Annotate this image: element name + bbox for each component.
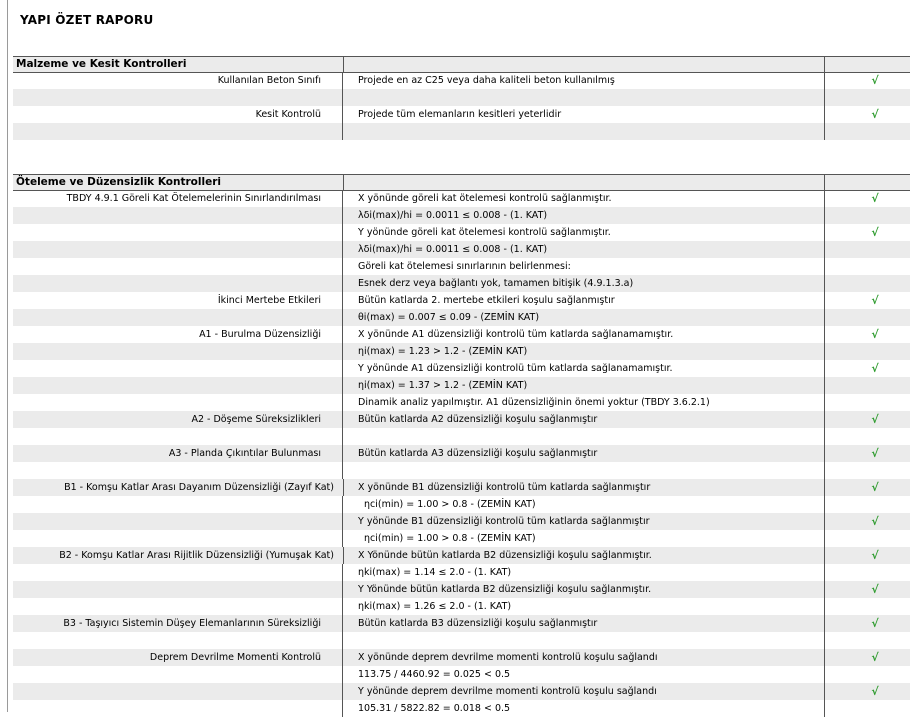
check-label-cell [13, 700, 343, 717]
result-text: ηki(max) = 1.26 ≤ 2.0 - (1. KAT) [358, 601, 512, 612]
result-text-cell [344, 479, 825, 496]
status-cell [825, 411, 910, 428]
status-cell [825, 496, 910, 513]
result-text: λδi(max)/hi = 0.0011 ≤ 0.008 - (1. KAT) [358, 244, 548, 255]
check-label-cell [13, 72, 343, 89]
check-label-cell [13, 224, 343, 241]
check-label: A1 - Burulma Düzensizliği [199, 329, 321, 340]
check-mark-icon: √ [871, 651, 879, 664]
result-text: ηci(min) = 1.00 > 0.8 - (ZEMİN KAT) [364, 533, 536, 544]
check-label: B1 - Komşu Katlar Arası Dayanım Düzensizliği (Zayıf Kat) [64, 482, 334, 493]
result-text: Projede en az C25 veya daha kaliteli beton kullanılmış [358, 75, 615, 86]
table-row [13, 530, 910, 547]
check-label-cell [13, 445, 343, 462]
result-text-cell [344, 496, 825, 513]
section-header-cell [13, 175, 344, 190]
table-row [13, 411, 910, 428]
check-label-cell [13, 89, 343, 106]
table-row [13, 326, 910, 343]
status-cell [825, 445, 910, 462]
check-label-cell [13, 649, 343, 666]
check-mark-icon: √ [871, 328, 879, 341]
section-header-empty-cell [344, 57, 825, 72]
status-cell [825, 394, 910, 411]
check-label-cell [13, 530, 343, 547]
status-cell [825, 530, 910, 547]
check-label-cell [13, 581, 343, 598]
result-text-cell [344, 394, 825, 411]
result-text: Y Yönünde bütün katlarda B2 düzensizliği koşulu sağlanmıştır. [358, 584, 652, 595]
result-text-cell [344, 700, 825, 717]
result-text: ηci(min) = 1.00 > 0.8 - (ZEMİN KAT) [364, 499, 536, 510]
table-row [13, 666, 910, 683]
table-row [13, 547, 910, 564]
check-label-cell [13, 360, 343, 377]
status-cell [825, 462, 910, 479]
check-label-cell [13, 309, 343, 326]
result-text: Y yönünde B1 düzensizliği kontrolü tüm katlarda sağlanmıştır [358, 516, 650, 527]
result-text-cell [344, 309, 825, 326]
status-cell [825, 309, 910, 326]
table-row [13, 275, 910, 292]
status-cell [825, 343, 910, 360]
result-text: Y yönünde A1 düzensizliği kontrolü tüm katlarda sağlanamamıştır. [358, 363, 673, 374]
report-title: YAPI ÖZET RAPORU [20, 13, 154, 27]
check-label-cell [13, 275, 343, 292]
check-label-cell [13, 496, 343, 513]
result-text: X yönünde B1 düzensizliği kontrolü tüm katlarda sağlanmıştır [358, 482, 651, 493]
status-cell [825, 547, 910, 564]
result-text: Bütün katlarda A3 düzensizliği koşulu sağlanmıştır [358, 448, 598, 459]
section-header-empty-cell [344, 175, 825, 190]
check-label-cell [13, 632, 343, 649]
check-label-cell [13, 479, 344, 496]
result-text: X yönünde A1 düzensizliği kontrolü tüm katlarda sağlanamamıştır. [358, 329, 674, 340]
check-label-cell [13, 106, 343, 123]
table-row [13, 649, 910, 666]
table-row [13, 292, 910, 309]
check-label-cell [13, 377, 343, 394]
result-text-cell [344, 343, 825, 360]
check-mark-icon: √ [871, 413, 879, 426]
table-row [13, 309, 910, 326]
section-header-check-cell [825, 57, 910, 72]
result-text-cell [344, 241, 825, 258]
check-label-cell [13, 564, 343, 581]
status-cell [825, 428, 910, 445]
status-cell [825, 123, 910, 140]
check-label-cell [13, 292, 343, 309]
table-row [13, 394, 910, 411]
check-mark-icon: √ [871, 685, 879, 698]
check-label-cell [13, 207, 343, 224]
check-label-cell [13, 123, 343, 140]
check-mark-icon: √ [871, 74, 879, 87]
table-row [13, 700, 910, 717]
result-text-cell [344, 632, 825, 649]
result-text-cell [344, 292, 825, 309]
status-cell [825, 72, 910, 89]
status-cell [825, 241, 910, 258]
result-text: θi(max) = 0.007 ≤ 0.09 - (ZEMİN KAT) [358, 312, 540, 323]
check-label-cell [13, 326, 343, 343]
check-label: Kullanılan Beton Sınıfı [217, 75, 321, 86]
table-row [13, 377, 910, 394]
check-label-cell [13, 462, 343, 479]
table-row [13, 72, 910, 89]
result-text-cell [344, 428, 825, 445]
result-text-cell [344, 462, 825, 479]
check-mark-icon: √ [871, 192, 879, 205]
check-mark-icon: √ [871, 362, 879, 375]
result-text-cell [344, 513, 825, 530]
check-label-cell [13, 258, 343, 275]
result-text [344, 465, 358, 476]
result-text-cell [344, 683, 825, 700]
table-row [13, 258, 910, 275]
result-text-cell [344, 72, 825, 89]
result-text-cell [344, 530, 825, 547]
table-row [13, 89, 910, 106]
status-cell [825, 700, 910, 717]
check-label-cell [13, 394, 343, 411]
status-cell [825, 479, 910, 496]
status-cell [825, 190, 910, 207]
table-row [13, 462, 910, 479]
check-label: Deprem Devrilme Momenti Kontrolü [149, 652, 321, 663]
status-cell [825, 632, 910, 649]
result-text [344, 431, 358, 442]
status-cell [825, 615, 910, 632]
check-label: TBDY 4.9.1 Göreli Kat Ötelemelerinin Sınırlandırılması [66, 193, 321, 204]
check-label-cell [13, 190, 343, 207]
result-text: λδi(max)/hi = 0.0011 ≤ 0.008 - (1. KAT) [358, 210, 548, 221]
result-text-cell [344, 377, 825, 394]
status-cell [825, 207, 910, 224]
result-text: X Yönünde bütün katlarda B2 düzensizliği koşulu sağlanmıştır. [358, 550, 652, 561]
table-row [13, 479, 910, 496]
section-title: Öteleme ve Düzensizlik Kontrolleri [16, 176, 221, 188]
table-row [13, 106, 910, 123]
result-text: Bütün katlarda B3 düzensizliği koşulu sağlanmıştır [358, 618, 598, 629]
result-text-cell [344, 207, 825, 224]
section-title: Malzeme ve Kesit Kontrolleri [16, 58, 187, 70]
result-text-cell [344, 564, 825, 581]
status-cell [825, 360, 910, 377]
result-text-cell [344, 326, 825, 343]
status-cell [825, 258, 910, 275]
table-row [13, 224, 910, 241]
result-text: ηi(max) = 1.37 > 1.2 - (ZEMİN KAT) [358, 380, 528, 391]
check-label: B2 - Komşu Katlar Arası Rijitlik Düzensizliği (Yumuşak Kat) [59, 550, 334, 561]
result-text: Dinamik analiz yapılmıştır. A1 düzensizliğinin önemi yoktur (TBDY 3.6.2.1) [358, 397, 710, 408]
report-left-border [7, 0, 8, 712]
table-row [13, 496, 910, 513]
check-mark-icon: √ [871, 108, 879, 121]
table-row [13, 581, 910, 598]
check-mark-icon: √ [871, 583, 879, 596]
result-text: 113.75 / 4460.92 = 0.025 < 0.5 [358, 669, 511, 680]
result-text-cell [344, 581, 825, 598]
status-cell [825, 564, 910, 581]
status-cell [825, 683, 910, 700]
status-cell [825, 598, 910, 615]
result-text-cell [344, 598, 825, 615]
result-text-cell [344, 445, 825, 462]
status-cell [825, 649, 910, 666]
report-table [13, 0, 910, 712]
result-text: Bütün katlarda 2. mertebe etkileri koşulu sağlanmıştır [358, 295, 615, 306]
check-label-cell [13, 666, 343, 683]
check-label-cell [13, 598, 343, 615]
result-text-cell [344, 224, 825, 241]
result-text-cell [344, 190, 825, 207]
check-label: A2 - Döşeme Süreksizlikleri [191, 414, 321, 425]
result-text: Esnek derz veya bağlantı yok, tamamen bitişik (4.9.1.3.a) [358, 278, 634, 289]
table-row [13, 241, 910, 258]
result-text-cell [344, 615, 825, 632]
table-row [13, 683, 910, 700]
table-row [13, 207, 910, 224]
table-row [13, 632, 910, 649]
status-cell [825, 326, 910, 343]
check-mark-icon: √ [871, 549, 879, 562]
result-text-cell [344, 649, 825, 666]
result-text-cell [344, 258, 825, 275]
result-text: Göreli kat ötelemesi sınırlarının belirlenmesi: [358, 261, 571, 272]
result-text [344, 92, 358, 103]
table-row [13, 123, 910, 140]
status-cell [825, 106, 910, 123]
check-mark-icon: √ [871, 515, 879, 528]
check-label-cell [13, 683, 343, 700]
result-text-cell [344, 123, 825, 140]
status-cell [825, 377, 910, 394]
result-text [344, 126, 358, 137]
section-header [13, 174, 910, 191]
table-row [13, 360, 910, 377]
check-mark-icon: √ [871, 447, 879, 460]
status-cell [825, 224, 910, 241]
status-cell [825, 581, 910, 598]
check-mark-icon: √ [871, 294, 879, 307]
check-label: B3 - Taşıyıcı Sistemin Düşey Elemanlarının Süreksizliği [63, 618, 321, 629]
check-label-cell [13, 343, 343, 360]
status-cell [825, 513, 910, 530]
check-label-cell [13, 615, 343, 632]
result-text [344, 635, 358, 646]
check-label: İkinci Mertebe Etkileri [217, 295, 321, 306]
check-label-cell [13, 547, 344, 564]
result-text-cell [344, 547, 825, 564]
result-text: 105.31 / 5822.82 = 0.018 < 0.5 [358, 703, 511, 714]
section-header-cell [13, 57, 344, 72]
table-row [13, 615, 910, 632]
table-row [13, 428, 910, 445]
result-text-cell [344, 360, 825, 377]
status-cell [825, 275, 910, 292]
status-cell [825, 666, 910, 683]
result-text-cell [344, 666, 825, 683]
result-text: X yönünde deprem devrilme momenti kontrolü koşulu sağlandı [358, 652, 658, 663]
table-row [13, 190, 910, 207]
result-text-cell [344, 89, 825, 106]
check-label: A3 - Planda Çıkıntılar Bulunması [168, 448, 321, 459]
result-text: Y yönünde göreli kat ötelemesi kontrolü sağlanmıştır. [358, 227, 611, 238]
table-row [13, 598, 910, 615]
result-text-cell [344, 411, 825, 428]
table-row [13, 343, 910, 360]
table-row [13, 564, 910, 581]
check-label: Kesit Kontrolü [255, 109, 321, 120]
check-mark-icon: √ [871, 481, 879, 494]
check-label-cell [13, 513, 343, 530]
result-text: ηki(max) = 1.14 ≤ 2.0 - (1. KAT) [358, 567, 512, 578]
status-cell [825, 292, 910, 309]
result-text: ηi(max) = 1.23 > 1.2 - (ZEMİN KAT) [358, 346, 528, 357]
result-text: Projede tüm elemanların kesitleri yeterlidir [358, 109, 562, 120]
check-label-cell [13, 428, 343, 445]
result-text-cell [344, 275, 825, 292]
section-header-check-cell [825, 175, 910, 190]
check-mark-icon: √ [871, 226, 879, 239]
status-cell [825, 89, 910, 106]
table-row [13, 513, 910, 530]
result-text: Y yönünde deprem devrilme momenti kontrolü koşulu sağlandı [358, 686, 657, 697]
check-label-cell [13, 241, 343, 258]
table-row [13, 445, 910, 462]
section-header [13, 56, 910, 73]
result-text: Bütün katlarda A2 düzensizliği koşulu sağlanmıştır [358, 414, 598, 425]
result-text-cell [344, 106, 825, 123]
check-label-cell [13, 411, 343, 428]
check-mark-icon: √ [871, 617, 879, 630]
result-text: X yönünde göreli kat ötelemesi kontrolü sağlanmıştır. [358, 193, 612, 204]
